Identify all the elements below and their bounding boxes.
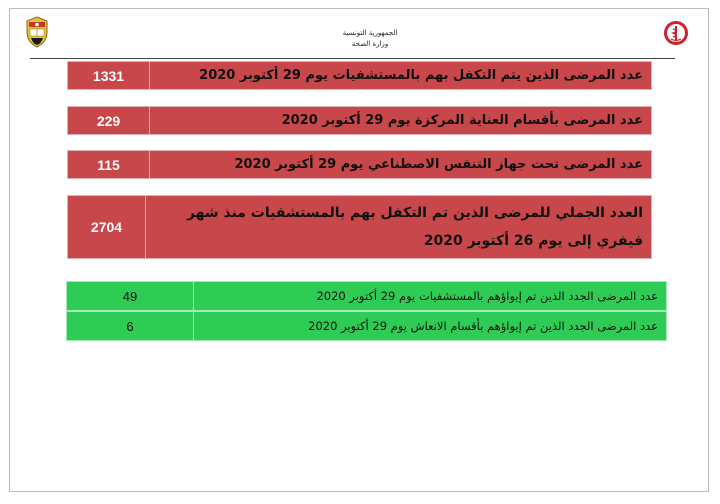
admission-label: عدد المرضى الجدد الذين تم إيواؤهم بالمستشفيات يوم 29 أكتوبر 2020	[316, 289, 658, 303]
stat-label: العدد الجملي للمرضى الذين تم التكفل بهم بالمستشفيات منذ شهر فيفري إلى يوم 26 أكتوبر 2020	[186, 205, 643, 249]
stat-row-total-since-february	[68, 196, 651, 258]
stat-row-icu	[68, 107, 651, 134]
health-ministry-logo-icon	[663, 20, 689, 46]
stat-value: 115	[68, 151, 150, 178]
ministry-header	[300, 28, 440, 50]
stat-label: عدد المرضى الذين يتم التكفل بهم بالمستشفيات يوم 29 أكتوبر 2020	[199, 68, 643, 83]
stat-label: عدد المرضى بأقسام العناية المركزة يوم 29 أكتوبر 2020	[281, 113, 643, 128]
header-line-ministry: وزارة الصحة	[351, 40, 389, 48]
admission-value: 6	[67, 312, 194, 340]
stat-row-hospitalized	[68, 62, 651, 89]
admission-row-icu	[67, 312, 666, 340]
admission-value: 49	[67, 282, 194, 310]
admission-row-hospitals	[67, 282, 666, 310]
coat-of-arms-icon	[25, 16, 49, 48]
header-line-republic: الجمهورية التونسية	[342, 29, 398, 37]
stat-value: 1331	[68, 62, 150, 89]
stat-value: 2704	[68, 196, 146, 258]
header-divider	[30, 58, 675, 59]
stat-value: 229	[68, 107, 150, 134]
stat-row-ventilator	[68, 151, 651, 178]
stat-label: عدد المرضى تحت جهاز التنفس الاصطناعي يوم 29 أكتوبر 2020	[234, 157, 643, 172]
admission-label: عدد المرضى الجدد الذين تم إيواؤهم بأقسام الانعاش يوم 29 أكتوبر 2020	[308, 319, 658, 333]
